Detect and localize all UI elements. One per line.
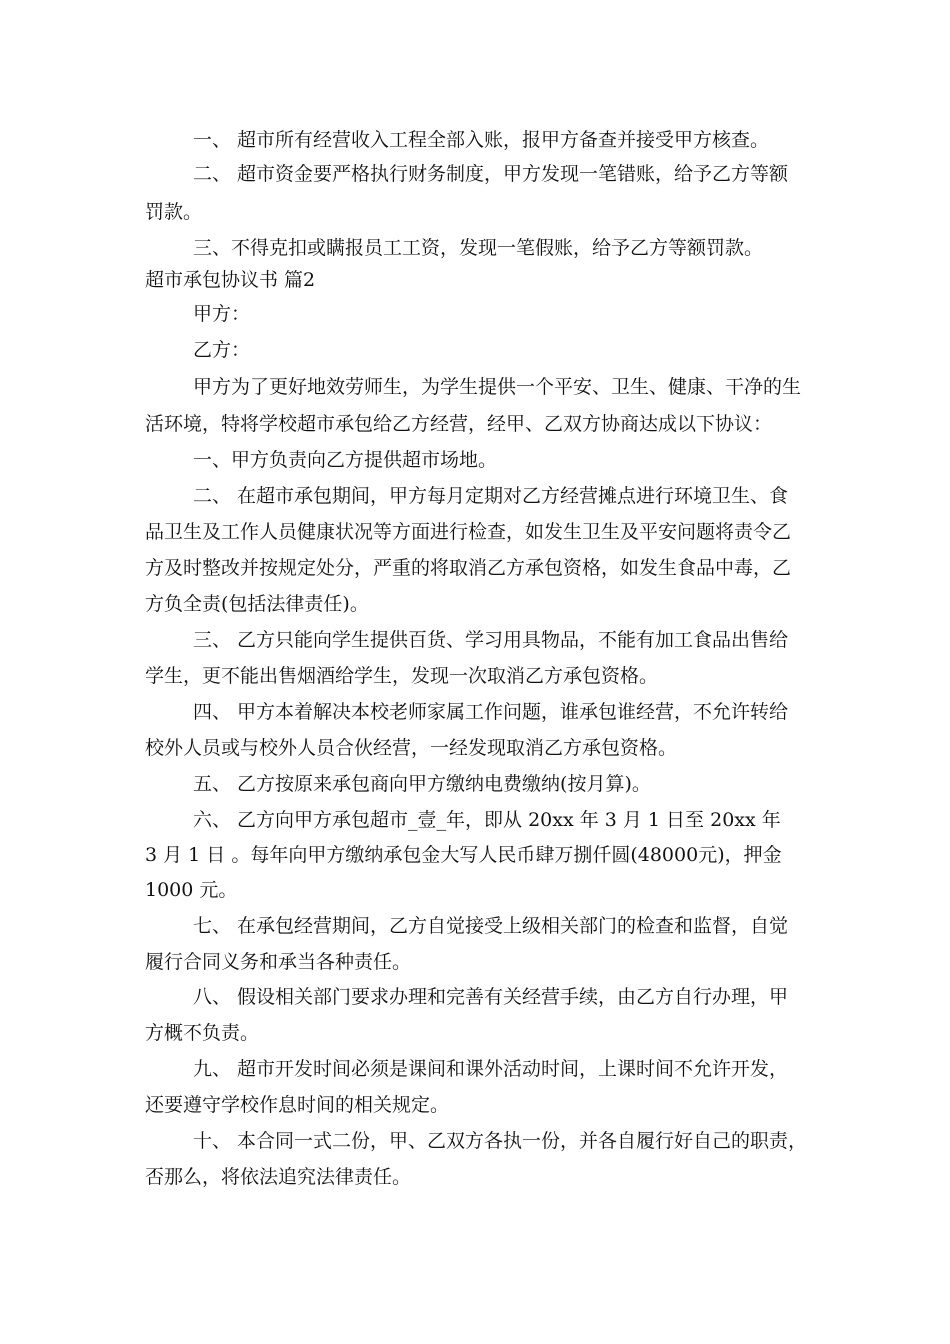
article-6-line-3: 1000 元。 [145,879,238,901]
article-7-line-2: 履行合同义务和承当各种责任。 [145,951,412,973]
article-8-line-1: 八、 假设相关部门要求办理和完善有关经营手续，由乙方自行办理，甲 [193,986,789,1008]
party-a-label: 甲方： [193,303,251,325]
article-1-line-1: 一、甲方负责向乙方提供超市场地。 [193,449,498,471]
intro-line-1: 甲方为了更好地效劳师生，为学生提供一个平安、卫生、健康、干净的生 [193,376,802,398]
clause-3-line-1: 三、不得克扣或瞒报员工工资，发现一笔假账，给予乙方等额罚款。 [193,237,764,259]
clause-1-line-1: 一、 超市所有经营收入工程全部入账，报甲方备查并接受甲方核查。 [193,129,770,151]
article-7-line-1: 七、 在承包经营期间，乙方自觉接受上级相关部门的检查和监督，自觉 [193,915,789,937]
article-3-line-1: 三、 乙方只能向学生提供百货、学习用具物品，不能有加工食品出售给 [193,629,789,651]
article-4-line-1: 四、 甲方本着解决本校老师家属工作问题，谁承包谁经营，不允许转给 [193,701,789,723]
article-6-line-2: 3 月 1 日 。每年向甲方缴纳承包金大写人民币肆万捌仟圆(48000元)，押金 [145,844,782,866]
intro-line-2: 活环境，特将学校超市承包给乙方经营，经甲、乙双方协商达成以下协议： [145,413,773,435]
clause-2-line-2: 罚款。 [145,201,203,223]
article-9-line-1: 九、 超市开发时间必须是课间和课外活动时间，上课时间不允许开发， [193,1058,789,1080]
party-b-label: 乙方： [193,339,251,361]
article-10-line-1: 十、 本合同一式二份，甲、乙双方各执一份，并各自履行好自己的职责， [193,1130,808,1152]
article-6-line-1: 六、 乙方向甲方承包超市_壹_年，即从 20xx 年 3 月 1 日至 20xx 年 [193,809,781,831]
article-2-line-3: 方及时整改并按规定处分，严重的将取消乙方承包资格，如发生食品中毒，乙 [145,557,792,579]
article-4-line-2: 校外人员或与校外人员合伙经营，一经发现取消乙方承包资格。 [145,737,678,759]
article-2-line-1: 二、 在超市承包期间，甲方每月定期对乙方经营摊点进行环境卫生、食 [193,485,789,507]
article-2-line-4: 方负全责(包括法律责任)。 [145,593,369,615]
article-3-line-2: 学生，更不能出售烟酒给学生，发现一次取消乙方承包资格。 [145,665,659,687]
article-5-line-1: 五、 乙方按原来承包商向甲方缴纳电费缴纳(按月算)。 [193,773,651,795]
article-10-line-2: 否那么，将依法追究法律责任。 [145,1166,412,1188]
article-2-line-2: 品卫生及工作人员健康状况等方面进行检查，如发生卫生及平安问题将责令乙 [145,521,792,543]
article-9-line-2: 还要遵守学校作息时间的相关规定。 [145,1094,450,1116]
clause-2-line-1: 二、 超市资金要严格执行财务制度，甲方发现一笔错账，给予乙方等额 [193,163,789,185]
article-8-line-2: 方概不负责。 [145,1022,260,1044]
section-heading: 超市承包协议书 篇2 [145,269,316,291]
